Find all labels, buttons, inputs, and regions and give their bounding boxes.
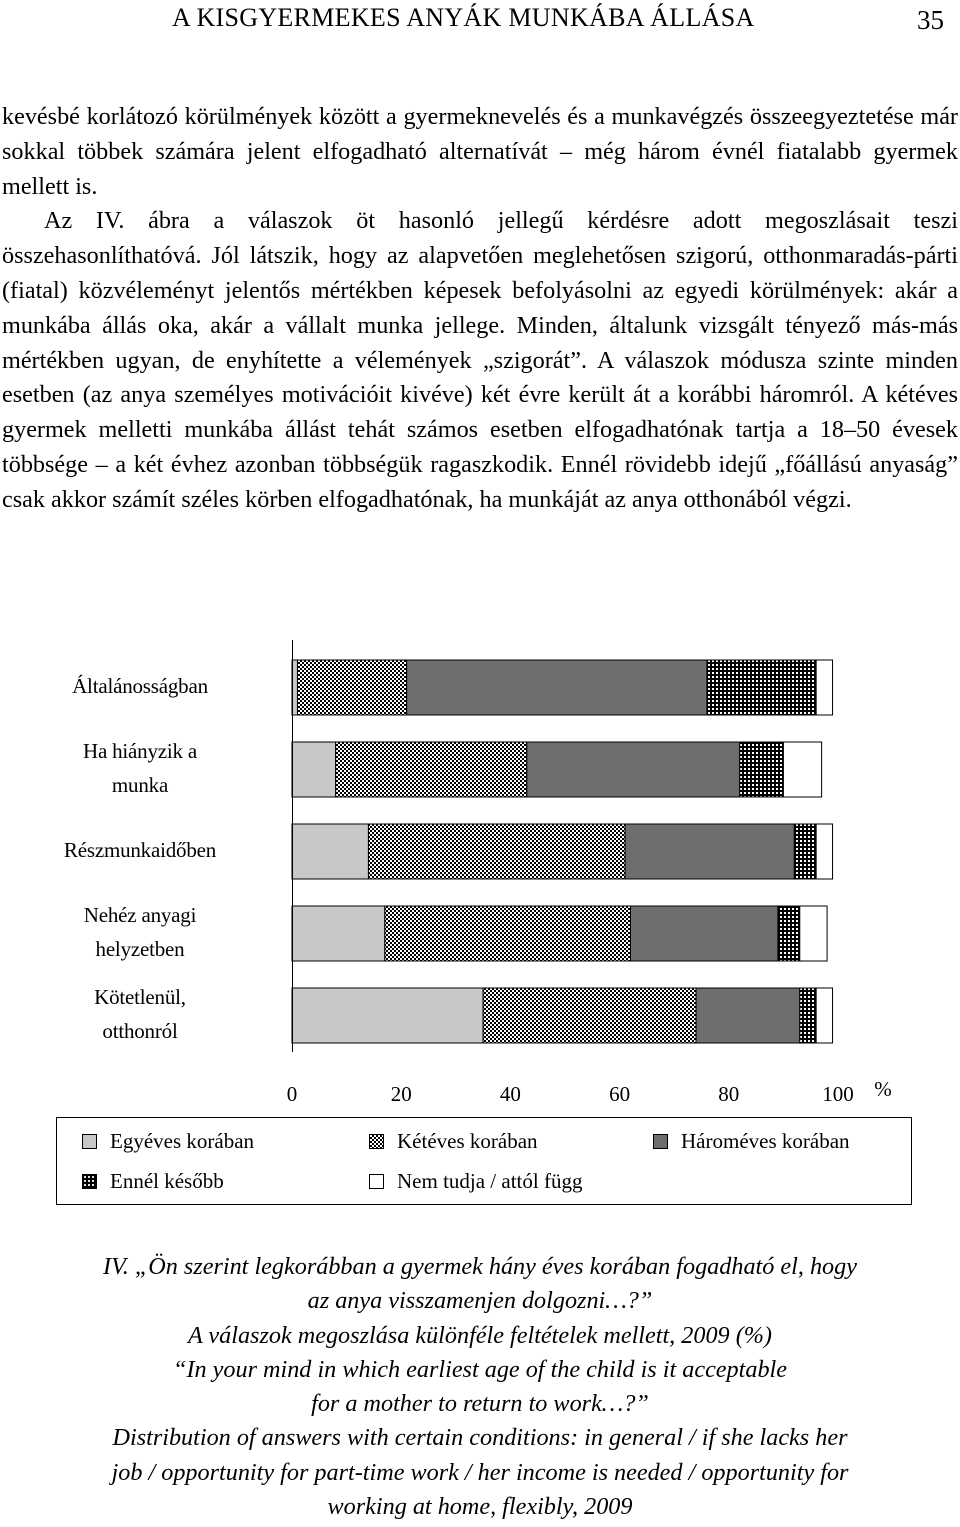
legend-label: Hároméves korában xyxy=(681,1129,850,1153)
x-unit-label: % xyxy=(874,1077,892,1101)
caption-line: “In your mind in which earliest age of the child is it acceptable xyxy=(173,1355,787,1383)
figure-chart xyxy=(0,640,960,1120)
x-tick-label: 20 xyxy=(390,1082,412,1106)
bar-segment xyxy=(707,660,816,715)
bar-segment xyxy=(783,742,821,797)
bar-segment xyxy=(368,824,625,879)
x-tick-label: 80 xyxy=(718,1082,740,1106)
bar-segment xyxy=(336,742,527,797)
bar-segment xyxy=(297,660,406,715)
bar-segment xyxy=(385,906,631,961)
bar-segment xyxy=(292,906,385,961)
page-number: 35 xyxy=(917,5,944,35)
bar-segment xyxy=(292,824,368,879)
bar-segment xyxy=(816,824,832,879)
body-text xyxy=(2,100,958,518)
y-tick-label: Részmunkaidőben xyxy=(63,837,217,862)
y-tick-label: Nehéz anyagi helyzetben xyxy=(83,902,197,961)
legend-swatch xyxy=(369,1134,384,1149)
x-tick-label: 100 xyxy=(822,1082,854,1106)
paragraph: Az IV. ábra a válaszok öt hasonló jellegű kérdésre adott megoszlásait teszi összehasonlíthatóvá. Jól látszik, hogy az alapvetően meglehetősen szigorú, otthonmaradás-párti (fiatal) közvéleményt jelentős mértékben képesek befolyásolni az egyedi körülmények: akár a munkába állás oka, akár a vállalt munka jellege. Minden, általunk vizsgált tényező más-más mértékben ugyan, de enyhítette a vélemények „szigorát”. A válaszok módusza szinte minden esetben (az anya személyes motivációit kivéve) két évre került át a korábbi háromról. A kétéves gyermek melletti munkába állást tehát számos esetben elfogadhatónak tartja a 18–50 évesek többsége – a két évhez azonban többségük ragaszkodik. Ennél rövidebb idejű „főállású anyaság” csak akkor számít széles körben elfogadhatónak, ha munkáját az anya otthonából végzi. xyxy=(2,207,958,513)
caption-line: Distribution of answers with certain conditions: in general / if she lacks her xyxy=(112,1424,848,1452)
bar-segment xyxy=(292,742,336,797)
bar-segment xyxy=(816,988,832,1043)
caption-line: job / opportunity for part-time work / her income is needed / opportunity for xyxy=(111,1458,849,1486)
bar-segment xyxy=(800,988,816,1043)
chart-legend xyxy=(56,1117,912,1205)
paragraph: kevésbé korlátozó körülmények között a gyermeknevelés és a munkavégzés összeegyeztetése már sokkal többek számára jelent elfogadható alternatívát – még három évnél fiatalabb gyermek mellett is. xyxy=(2,103,958,200)
caption-line: IV. „Ön szerint legkorábban a gyermek hány éves korában fogadható el, hogy xyxy=(103,1253,857,1280)
bar-segment xyxy=(816,660,832,715)
bar-segment xyxy=(631,906,778,961)
legend-swatch xyxy=(82,1174,97,1189)
legend-swatch xyxy=(369,1174,384,1189)
legend-swatch xyxy=(653,1134,668,1149)
x-tick-label: 0 xyxy=(286,1082,298,1106)
running-header xyxy=(0,0,960,40)
bar-segment xyxy=(292,988,483,1043)
y-tick-label: Kötetlenül, otthonról xyxy=(94,984,186,1043)
bar-segment xyxy=(407,660,707,715)
bar-segment xyxy=(527,742,740,797)
bar-segment xyxy=(800,906,827,961)
figure-caption xyxy=(0,1250,960,1524)
legend-swatch xyxy=(82,1134,97,1149)
bar-segment xyxy=(483,988,696,1043)
caption-line: A válaszok megoszlása különféle feltételek mellett, 2009 (%) xyxy=(188,1321,772,1349)
stacked-bar-chart xyxy=(0,640,960,1120)
bar-segment xyxy=(625,824,794,879)
y-tick-label: Ha hiányzik a munka xyxy=(82,738,198,797)
running-title: A KISGYERMEKES ANYÁK MUNKÁBA ÁLLÁSA xyxy=(172,3,755,32)
bar-segment xyxy=(794,824,816,879)
caption-line: az anya visszamenjen dolgozni…?” xyxy=(307,1287,653,1315)
caption-line: for a mother to return to work…?” xyxy=(311,1390,649,1418)
bar-segment xyxy=(696,988,800,1043)
x-tick-label: 40 xyxy=(499,1082,521,1106)
y-tick-label: Általánosságban xyxy=(72,673,208,698)
bar-segment xyxy=(778,906,800,961)
caption-line: working at home, flexibly, 2009 xyxy=(327,1493,633,1521)
legend-label: Egyéves korában xyxy=(110,1129,255,1153)
legend-label: Nem tudja / attól függ xyxy=(397,1169,583,1193)
x-tick-label: 60 xyxy=(609,1082,631,1106)
bar-segment xyxy=(740,742,784,797)
legend-label: Kétéves korában xyxy=(397,1129,538,1153)
legend-label: Ennél később xyxy=(110,1169,224,1193)
